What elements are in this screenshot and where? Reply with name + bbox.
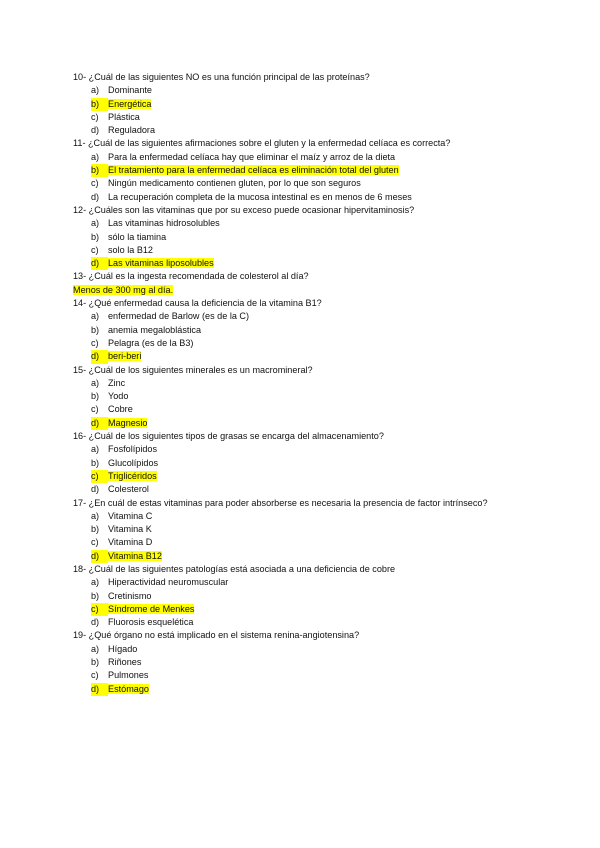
option-text: Las vitaminas liposolubles — [108, 258, 214, 269]
option-letter: c) — [91, 404, 99, 415]
option-letter: a) — [91, 577, 100, 588]
highlighted-answer: Menos de 300 mg al día. — [73, 284, 174, 295]
option-letter: d) — [91, 617, 100, 628]
option-letter: b) — [91, 524, 100, 535]
option-text: Zinc — [108, 377, 126, 388]
option-letter: c) — [91, 603, 108, 616]
question-block — [73, 270, 529, 297]
question-text: 10- ¿Cuál de las siguientes NO es una función principal de las proteínas? — [73, 72, 370, 82]
question-block — [73, 563, 529, 629]
question-block — [73, 137, 529, 203]
answer-option — [73, 443, 529, 456]
answer-option — [73, 590, 529, 603]
question-text: 12- ¿Cuáles son las vitaminas que por su exceso puede ocasionar hipervitaminosis? — [73, 204, 415, 215]
answer-option — [73, 483, 529, 496]
option-letter: c) — [91, 337, 99, 348]
answer-option — [73, 523, 529, 536]
answer-option — [73, 191, 529, 204]
quiz-content — [73, 71, 529, 696]
option-text: Riñones — [108, 657, 142, 668]
option-text: Plástica — [108, 111, 140, 122]
highlighted-answer — [108, 684, 149, 694]
answer-option — [73, 324, 529, 337]
question-text: 17- ¿En cuál de estas vitaminas para poder absorberse es necesaria la presencia de factor intrínseco? — [73, 497, 488, 508]
question-block — [73, 629, 529, 695]
option-text: anemia megaloblástica — [108, 324, 202, 335]
answer-option — [73, 417, 529, 430]
option-text: Fluorosis esquelética — [108, 617, 194, 628]
option-text: solo la B12 — [108, 244, 153, 255]
option-letter: a) — [91, 377, 100, 388]
option-text: Vitamina C — [108, 510, 153, 521]
option-text: Dominante — [108, 85, 152, 96]
option-letter: a) — [91, 151, 100, 162]
option-text: beri-beri — [108, 351, 142, 362]
answer-option — [73, 403, 529, 416]
answer-line — [73, 284, 529, 297]
option-text: Pelagra (es de la B3) — [108, 337, 194, 348]
answer-option — [73, 244, 529, 257]
option-letter: d) — [91, 125, 100, 136]
answer-option — [73, 550, 529, 563]
answer-option — [73, 124, 529, 137]
option-text: Las vitaminas hidrosolubles — [108, 218, 220, 229]
option-letter: a) — [91, 85, 100, 96]
answer-option — [73, 111, 529, 124]
option-letter: b) — [91, 457, 100, 468]
highlighted-answer — [108, 551, 162, 561]
answer-option — [73, 616, 529, 629]
option-letter: b) — [91, 231, 100, 242]
option-letter: d) — [91, 484, 100, 495]
option-text: Para la enfermedad celíaca hay que eliminar el maíz y arroz de la dieta — [108, 151, 396, 162]
answer-option — [73, 457, 529, 470]
option-text: Cretinismo — [108, 590, 152, 601]
option-text: Estómago — [108, 683, 149, 694]
answer-option — [73, 603, 529, 616]
option-text: Ningún medicamento contienen gluten, por lo que son seguros — [108, 178, 361, 189]
option-text: Pulmones — [108, 670, 149, 681]
question-text: 19- ¿Qué órgano no está implicado en el sistema renina-angiotensina? — [73, 630, 360, 641]
answer-option — [73, 350, 529, 363]
option-letter: b) — [91, 324, 100, 335]
answer-option — [73, 536, 529, 549]
highlighted-answer — [108, 471, 157, 481]
option-letter: d) — [91, 257, 108, 270]
option-letter: c) — [91, 670, 99, 681]
option-letter: c) — [91, 244, 99, 255]
option-text: sólo la tiamina — [108, 231, 167, 242]
option-text: Yodo — [108, 391, 129, 402]
option-letter: a) — [91, 311, 100, 322]
question-text: 14- ¿Qué enfermedad causa la deficiencia de la vitamina B1? — [73, 298, 322, 309]
highlighted-answer — [108, 418, 147, 428]
option-letter: a) — [91, 444, 100, 455]
question-text: 11- ¿Cuál de las siguientes afirmaciones sobre el gluten y la enfermedad celíaca es correcta? — [73, 138, 451, 149]
option-text: El tratamiento para la enfermedad celíaca es eliminación total del gluten — [108, 165, 399, 176]
option-letter: d) — [91, 683, 108, 696]
option-text: Fosfolípidos — [108, 444, 158, 455]
question-text: 18- ¿Cuál de las siguientes patologías está asociada a una deficiencia de cobre — [73, 563, 396, 574]
highlighted-answer — [108, 351, 141, 361]
option-letter: d) — [91, 350, 108, 363]
option-text: Cobre — [108, 404, 133, 415]
option-letter: a) — [91, 218, 100, 229]
option-text: Vitamina B12 — [108, 550, 162, 561]
highlighted-answer — [108, 165, 399, 175]
answer-option — [73, 98, 529, 111]
answer-option — [73, 217, 529, 230]
answer-option — [73, 377, 529, 390]
answer-option — [73, 470, 529, 483]
answer-option — [73, 576, 529, 589]
answer-option — [73, 683, 529, 696]
answer-option — [73, 390, 529, 403]
option-text: Magnesio — [108, 417, 148, 428]
question-text: 16- ¿Cuál de los siguientes tipos de grasas se encarga del almacenamiento? — [73, 431, 384, 442]
option-text: Hígado — [108, 643, 138, 654]
answer-option — [73, 337, 529, 350]
answer-option — [73, 656, 529, 669]
answer-option — [73, 177, 529, 190]
answer-option — [73, 84, 529, 97]
option-text: La recuperación completa de la mucosa intestinal es en menos de 6 meses — [108, 191, 412, 202]
question-block — [73, 297, 529, 363]
answer-option — [73, 643, 529, 656]
answer-option — [73, 310, 529, 323]
option-text: Colesterol — [108, 484, 149, 495]
question-block — [73, 204, 529, 270]
option-letter: b) — [91, 164, 108, 177]
option-letter: c) — [91, 470, 108, 483]
option-text: Triglicéridos — [108, 470, 157, 481]
option-text: Reguladora — [108, 125, 156, 136]
question-text: 13- ¿Cuál es la ingesta recomendada de colesterol al día? — [73, 271, 309, 282]
highlighted-answer — [108, 604, 194, 614]
question-text: 15- ¿Cuál de los siguientes minerales es un macromineral? — [73, 364, 313, 375]
answer-option — [73, 257, 529, 270]
option-letter: b) — [91, 98, 108, 111]
question-block — [73, 364, 529, 430]
option-letter: a) — [91, 643, 100, 654]
answer-option — [73, 669, 529, 682]
option-text: Glucolípidos — [108, 457, 159, 468]
option-text: enfermedad de Barlow (es de la C) — [108, 311, 250, 322]
option-letter: b) — [91, 590, 100, 601]
option-text: Síndrome de Menkes — [108, 603, 195, 614]
option-letter: d) — [91, 191, 100, 202]
option-letter: a) — [91, 510, 100, 521]
option-letter: c) — [91, 111, 99, 122]
option-text: Vitamina D — [108, 537, 153, 548]
option-letter: b) — [91, 391, 100, 402]
answer-option — [73, 151, 529, 164]
highlighted-answer — [108, 258, 214, 268]
answer-option — [73, 510, 529, 523]
option-letter: d) — [91, 550, 108, 563]
option-letter: b) — [91, 657, 100, 668]
question-block — [73, 497, 529, 563]
question-block — [73, 430, 529, 496]
answer-option — [73, 164, 529, 177]
option-letter: d) — [91, 417, 108, 430]
option-text: Vitamina K — [108, 524, 152, 535]
highlighted-answer — [108, 99, 151, 109]
option-text: Hiperactividad neuromuscular — [108, 577, 229, 588]
answer-option — [73, 231, 529, 244]
question-block — [73, 71, 529, 137]
option-text: Energética — [108, 98, 152, 109]
option-letter: c) — [91, 537, 99, 548]
option-letter: c) — [91, 178, 99, 189]
